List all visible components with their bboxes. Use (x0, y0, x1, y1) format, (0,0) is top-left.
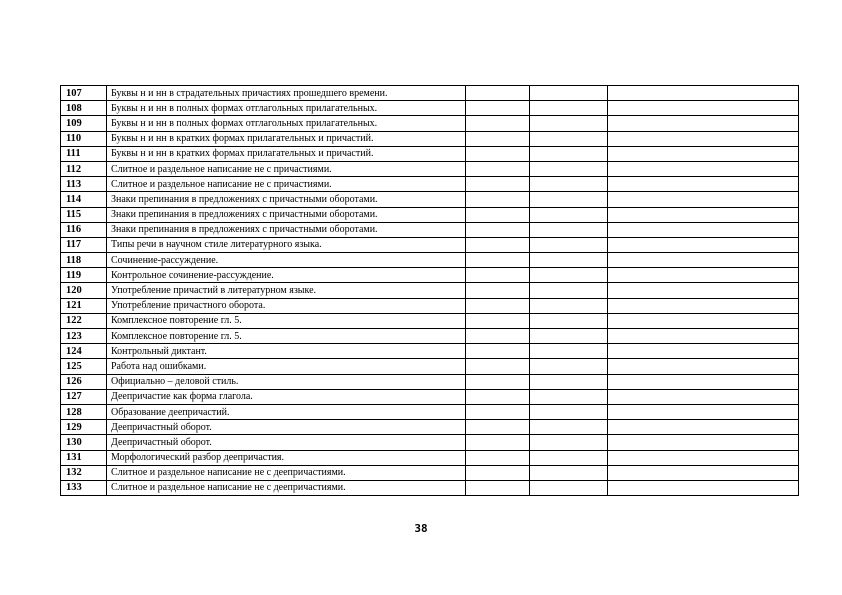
hours-cell (466, 480, 530, 495)
notes-cell (608, 146, 799, 161)
lesson-topic: Сочинение-рассуждение. (107, 253, 466, 268)
lesson-topic: Знаки препинания в предложениях с причастными оборотами. (107, 222, 466, 237)
date-cell (530, 420, 608, 435)
hours-cell (466, 329, 530, 344)
hours-cell (466, 146, 530, 161)
table-row (61, 389, 799, 404)
lesson-topic: Слитное и раздельное написание не с деепричастиями. (107, 480, 466, 495)
lesson-topic: Комплексное повторение гл. 5. (107, 329, 466, 344)
date-cell (530, 329, 608, 344)
date-cell (530, 207, 608, 222)
notes-cell (608, 465, 799, 480)
table-row (61, 192, 799, 207)
notes-cell (608, 101, 799, 116)
lesson-topic: Знаки препинания в предложениях с причастными оборотами. (107, 207, 466, 222)
lesson-number: 117 (61, 237, 107, 252)
lesson-topic: Типы речи в научном стиле литературного языка. (107, 237, 466, 252)
lesson-number: 118 (61, 253, 107, 268)
table-row (61, 465, 799, 480)
notes-cell (608, 268, 799, 283)
lesson-number: 133 (61, 480, 107, 495)
table-row (61, 268, 799, 283)
hours-cell (466, 374, 530, 389)
lesson-topic: Употребление причастного оборота. (107, 298, 466, 313)
notes-cell (608, 298, 799, 313)
notes-cell (608, 435, 799, 450)
date-cell (530, 465, 608, 480)
lesson-topic: Работа над ошибками. (107, 359, 466, 374)
notes-cell (608, 344, 799, 359)
notes-cell (608, 253, 799, 268)
notes-cell (608, 480, 799, 495)
notes-cell (608, 374, 799, 389)
table-row (61, 329, 799, 344)
hours-cell (466, 253, 530, 268)
lesson-number: 113 (61, 177, 107, 192)
hours-cell (466, 359, 530, 374)
notes-cell (608, 359, 799, 374)
lesson-number: 110 (61, 131, 107, 146)
lesson-topic: Деепричастный оборот. (107, 435, 466, 450)
date-cell (530, 344, 608, 359)
lesson-topic: Морфологический разбор деепричастия. (107, 450, 466, 465)
hours-cell (466, 101, 530, 116)
lesson-topic: Официально – деловой стиль. (107, 374, 466, 389)
hours-cell (466, 298, 530, 313)
hours-cell (466, 207, 530, 222)
lesson-number: 123 (61, 329, 107, 344)
date-cell (530, 480, 608, 495)
notes-cell (608, 450, 799, 465)
notes-cell (608, 207, 799, 222)
lesson-topic: Знаки препинания в предложениях с причастными оборотами. (107, 192, 466, 207)
lesson-plan-table (60, 85, 799, 496)
table-row (61, 344, 799, 359)
lesson-topic: Буквы н и нн в кратких формах прилагательных и причастий. (107, 131, 466, 146)
date-cell (530, 86, 608, 101)
date-cell (530, 192, 608, 207)
hours-cell (466, 86, 530, 101)
lesson-number: 126 (61, 374, 107, 389)
lesson-number: 131 (61, 450, 107, 465)
page-number: 38 (414, 522, 428, 535)
notes-cell (608, 420, 799, 435)
lesson-number: 132 (61, 465, 107, 480)
notes-cell (608, 131, 799, 146)
hours-cell (466, 450, 530, 465)
lesson-topic: Контрольное сочинение-рассуждение. (107, 268, 466, 283)
lesson-number: 119 (61, 268, 107, 283)
hours-cell (466, 131, 530, 146)
date-cell (530, 131, 608, 146)
table-row (61, 450, 799, 465)
notes-cell (608, 86, 799, 101)
hours-cell (466, 222, 530, 237)
table-row (61, 420, 799, 435)
lesson-number: 115 (61, 207, 107, 222)
lesson-number: 111 (61, 146, 107, 161)
date-cell (530, 177, 608, 192)
table-row (61, 237, 799, 252)
hours-cell (466, 177, 530, 192)
notes-cell (608, 329, 799, 344)
lesson-number: 127 (61, 389, 107, 404)
table-row (61, 298, 799, 313)
hours-cell (466, 237, 530, 252)
lesson-number: 124 (61, 344, 107, 359)
lesson-number: 129 (61, 420, 107, 435)
date-cell (530, 161, 608, 176)
table-row (61, 116, 799, 131)
date-cell (530, 435, 608, 450)
lesson-topic: Деепричастный оборот. (107, 420, 466, 435)
table-row (61, 359, 799, 374)
lesson-topic: Буквы н и нн в страдательных причастиях прошедшего времени. (107, 86, 466, 101)
hours-cell (466, 116, 530, 131)
table-row (61, 222, 799, 237)
lesson-number: 112 (61, 161, 107, 176)
lesson-topic: Буквы н и нн в полных формах отглагольных прилагательных. (107, 101, 466, 116)
notes-cell (608, 404, 799, 419)
lesson-topic: Контрольный диктант. (107, 344, 466, 359)
table-row (61, 435, 799, 450)
lesson-number: 116 (61, 222, 107, 237)
lesson-topic: Буквы н и нн в кратких формах прилагательных и причастий. (107, 146, 466, 161)
date-cell (530, 237, 608, 252)
lesson-topic: Слитное и раздельное написание не с причастиями. (107, 177, 466, 192)
lesson-number: 130 (61, 435, 107, 450)
lesson-number: 125 (61, 359, 107, 374)
notes-cell (608, 389, 799, 404)
hours-cell (466, 420, 530, 435)
table-row (61, 313, 799, 328)
table-row (61, 131, 799, 146)
hours-cell (466, 268, 530, 283)
date-cell (530, 146, 608, 161)
date-cell (530, 268, 608, 283)
notes-cell (608, 222, 799, 237)
hours-cell (466, 313, 530, 328)
lesson-number: 108 (61, 101, 107, 116)
lesson-topic: Комплексное повторение гл. 5. (107, 313, 466, 328)
date-cell (530, 298, 608, 313)
lesson-topic: Слитное и раздельное написание не с деепричастиями. (107, 465, 466, 480)
date-cell (530, 374, 608, 389)
table-row (61, 374, 799, 389)
notes-cell (608, 161, 799, 176)
date-cell (530, 222, 608, 237)
lesson-topic: Слитное и раздельное написание не с причастиями. (107, 161, 466, 176)
date-cell (530, 313, 608, 328)
table-row (61, 283, 799, 298)
notes-cell (608, 177, 799, 192)
table-row (61, 207, 799, 222)
lesson-number: 122 (61, 313, 107, 328)
table-row (61, 101, 799, 116)
table-row (61, 146, 799, 161)
date-cell (530, 359, 608, 374)
date-cell (530, 404, 608, 419)
hours-cell (466, 435, 530, 450)
lesson-number: 128 (61, 404, 107, 419)
hours-cell (466, 389, 530, 404)
lesson-number: 109 (61, 116, 107, 131)
date-cell (530, 283, 608, 298)
notes-cell (608, 283, 799, 298)
hours-cell (466, 465, 530, 480)
date-cell (530, 116, 608, 131)
lesson-number: 121 (61, 298, 107, 313)
notes-cell (608, 237, 799, 252)
lesson-topic: Деепричастие как форма глагола. (107, 389, 466, 404)
date-cell (530, 389, 608, 404)
hours-cell (466, 161, 530, 176)
lesson-topic: Употребление причастий в литературном языке. (107, 283, 466, 298)
lesson-number: 114 (61, 192, 107, 207)
lesson-topic: Буквы н и нн в полных формах отглагольных прилагательных. (107, 116, 466, 131)
lesson-topic: Образование деепричастий. (107, 404, 466, 419)
lesson-number: 120 (61, 283, 107, 298)
hours-cell (466, 344, 530, 359)
hours-cell (466, 192, 530, 207)
lesson-number: 107 (61, 86, 107, 101)
notes-cell (608, 313, 799, 328)
table-row (61, 480, 799, 495)
table-row (61, 161, 799, 176)
table-row (61, 253, 799, 268)
date-cell (530, 450, 608, 465)
table-row (61, 404, 799, 419)
table-row (61, 86, 799, 101)
table-row (61, 177, 799, 192)
hours-cell (466, 404, 530, 419)
notes-cell (608, 116, 799, 131)
notes-cell (608, 192, 799, 207)
date-cell (530, 101, 608, 116)
lesson-plan-body (61, 86, 799, 496)
date-cell (530, 253, 608, 268)
hours-cell (466, 283, 530, 298)
